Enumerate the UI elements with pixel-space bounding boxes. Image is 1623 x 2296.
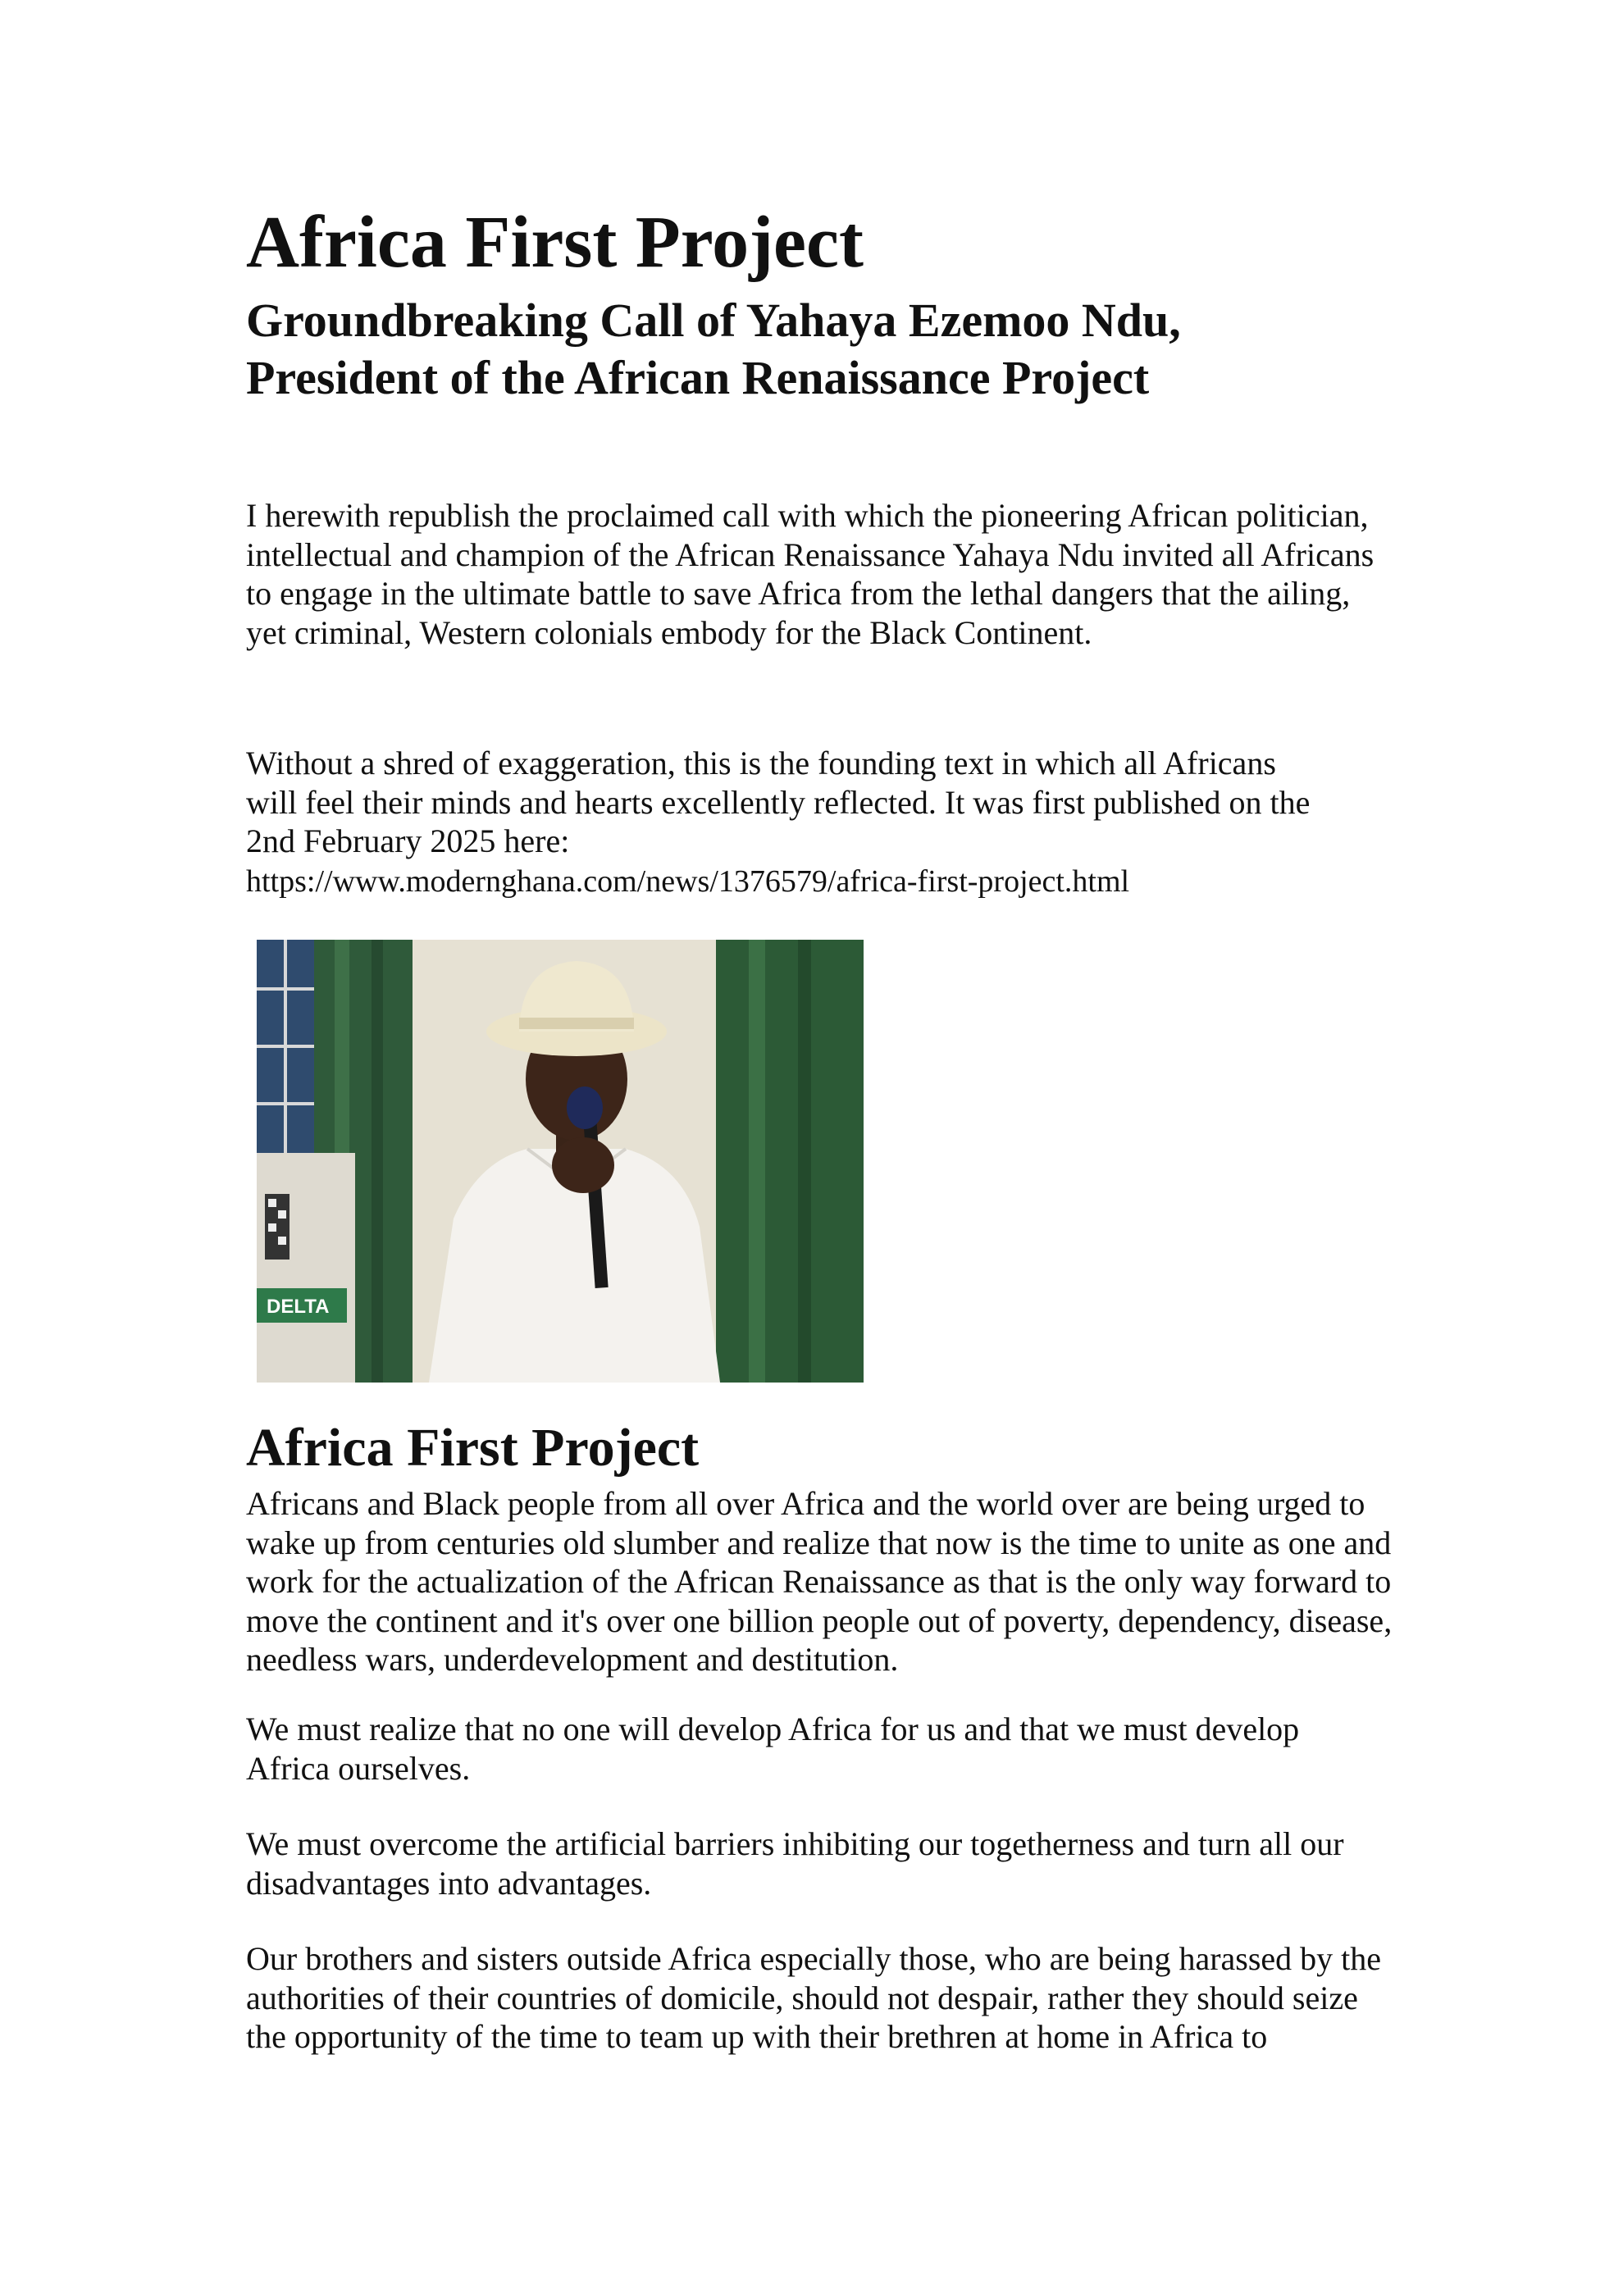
section-paragraph-2: We must realize that no one will develop Africa for us and that we must develop Africa ourselves. [246, 1711, 1300, 1787]
section-heading: Africa First Project [246, 1418, 700, 1478]
subtitle-line-2: President of the African Renaissance Project [246, 351, 1150, 404]
section-paragraph-4: Our brothers and sisters outside Africa especially those, who are being harassed by the authorities of their countries of domicile, should not despair, rather they should seize the opportunity of the time to team up with their brethren at home in Africa to [246, 1940, 1382, 2056]
section-paragraph-3: We must overcome the artificial barriers inhibiting our togetherness and turn all our disadvantages into advantages. [246, 1825, 1344, 1902]
source-url[interactable]: https://www.modernghana.com/news/1376579/africa-first-project.html [246, 864, 1130, 899]
intro-paragraph-2: Without a shred of exaggeration, this is the founding text in which all Africans will feel their minds and hearts excellently reflected. It was first published on the 2nd February 2025 here: [246, 745, 1311, 860]
page-title: Africa First Project [246, 202, 864, 283]
page-subtitle [246, 292, 1181, 407]
section-paragraph-1: Africans and Black people from all over Africa and the world over are being urged to wake up from centuries old slumber and realize that now is the time to unite as one and work for the actualization of the African Renaissance as that is the only way forward to move the continent and it's over one billion people out of poverty, dependency, disease, needless wars, underdevelopment and destitution. [246, 1485, 1393, 1679]
speaker-photo [257, 940, 864, 1383]
banner-text: DELTA [267, 1296, 330, 1318]
subtitle-line-1: Groundbreaking Call of Yahaya Ezemoo Ndu, [246, 294, 1181, 347]
intro-paragraph-1: I herewith republish the proclaimed call with which the pioneering African politician, intellectual and champion of the African Renaissance Yahaya Ndu invited all Africans to engage in the ultimate battle to save Africa from the lethal dangers that the ailing, yet criminal, Western colonials embody for the Black Continent. [246, 497, 1375, 651]
